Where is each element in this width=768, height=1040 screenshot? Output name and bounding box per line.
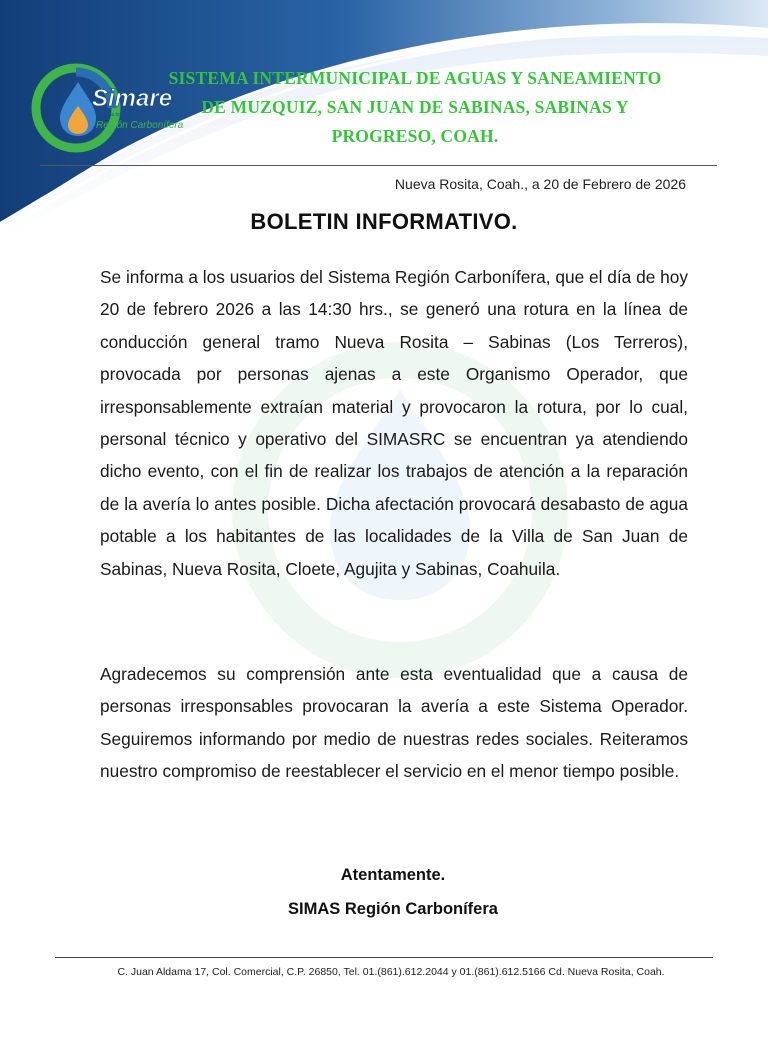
body-paragraph-1: Se informa a los usuarios del Sistema Región Carbonífera, que el día de hoy 20 de febrero 2026 a las 14:30 hrs., se generó una rotura en la línea de conducción general tramo Nueva Rosita – Sabinas (Los Terreros), provocada por personas ajenas a este Organismo Operador, que irresponsablemente extraían material y provocaron la rotura, por lo cual, personal técnico y operativo del SIMASRC se encuentran ya atendiendo dicho evento, con el fin de realizar los trabajos de atención a la reparación de la avería lo antes posible. Dicha afectación provocará desabasto de agua potable a los habitantes de las localidades de la Villa de San Juan de Sabinas, Nueva Rosita, Cloete, Agujita y Sabinas, Coahuila. bbox=[100, 267, 688, 579]
closing-block bbox=[0, 858, 768, 926]
organization-name-line-2: DE MUZQUIZ, SAN JUAN DE SABINAS, SABINAS Y bbox=[201, 97, 629, 117]
organization-name-line-1: SISTEMA INTERMUNICIPAL DE AGUAS Y SANEAMIENTO bbox=[168, 68, 662, 88]
logo-brand: Simare bbox=[92, 85, 173, 112]
signature-org: SIMAS Región Carbonífera bbox=[288, 900, 498, 918]
document-title: BOLETIN INFORMATIVO. bbox=[250, 209, 518, 234]
logo-tagline: Sistema Intermunicipal de Aguas bbox=[96, 112, 169, 118]
header-divider bbox=[40, 165, 717, 166]
organization-name bbox=[150, 64, 680, 151]
logo-region: Región Carbonífera bbox=[96, 120, 184, 131]
footer-divider bbox=[55, 957, 713, 958]
body-paragraph-2: Agradecemos su comprensión ante esta eventualidad que a causa de personas irresponsables provocaran la avería a este Sistema Operador. Seguiremos informando por medio de nuestras redes sociales. Reiteramos nuestro compromiso de reestablecer el servicio en el menor tiempo posible. bbox=[100, 664, 688, 782]
closing-salutation: Atentamente. bbox=[340, 866, 446, 884]
footer-address: C. Juan Aldama 17, Col. Comercial, C.P. 26850, Tel. 01.(861).612.2044 y 01.(861).612.5166 Cd. Nueva Rosita, Coah. bbox=[117, 966, 665, 978]
date-place: Nueva Rosita, Coah., a 20 de Febrero de 2026 bbox=[394, 176, 686, 192]
organization-name-line-3: PROGRESO, COAH. bbox=[331, 126, 499, 146]
